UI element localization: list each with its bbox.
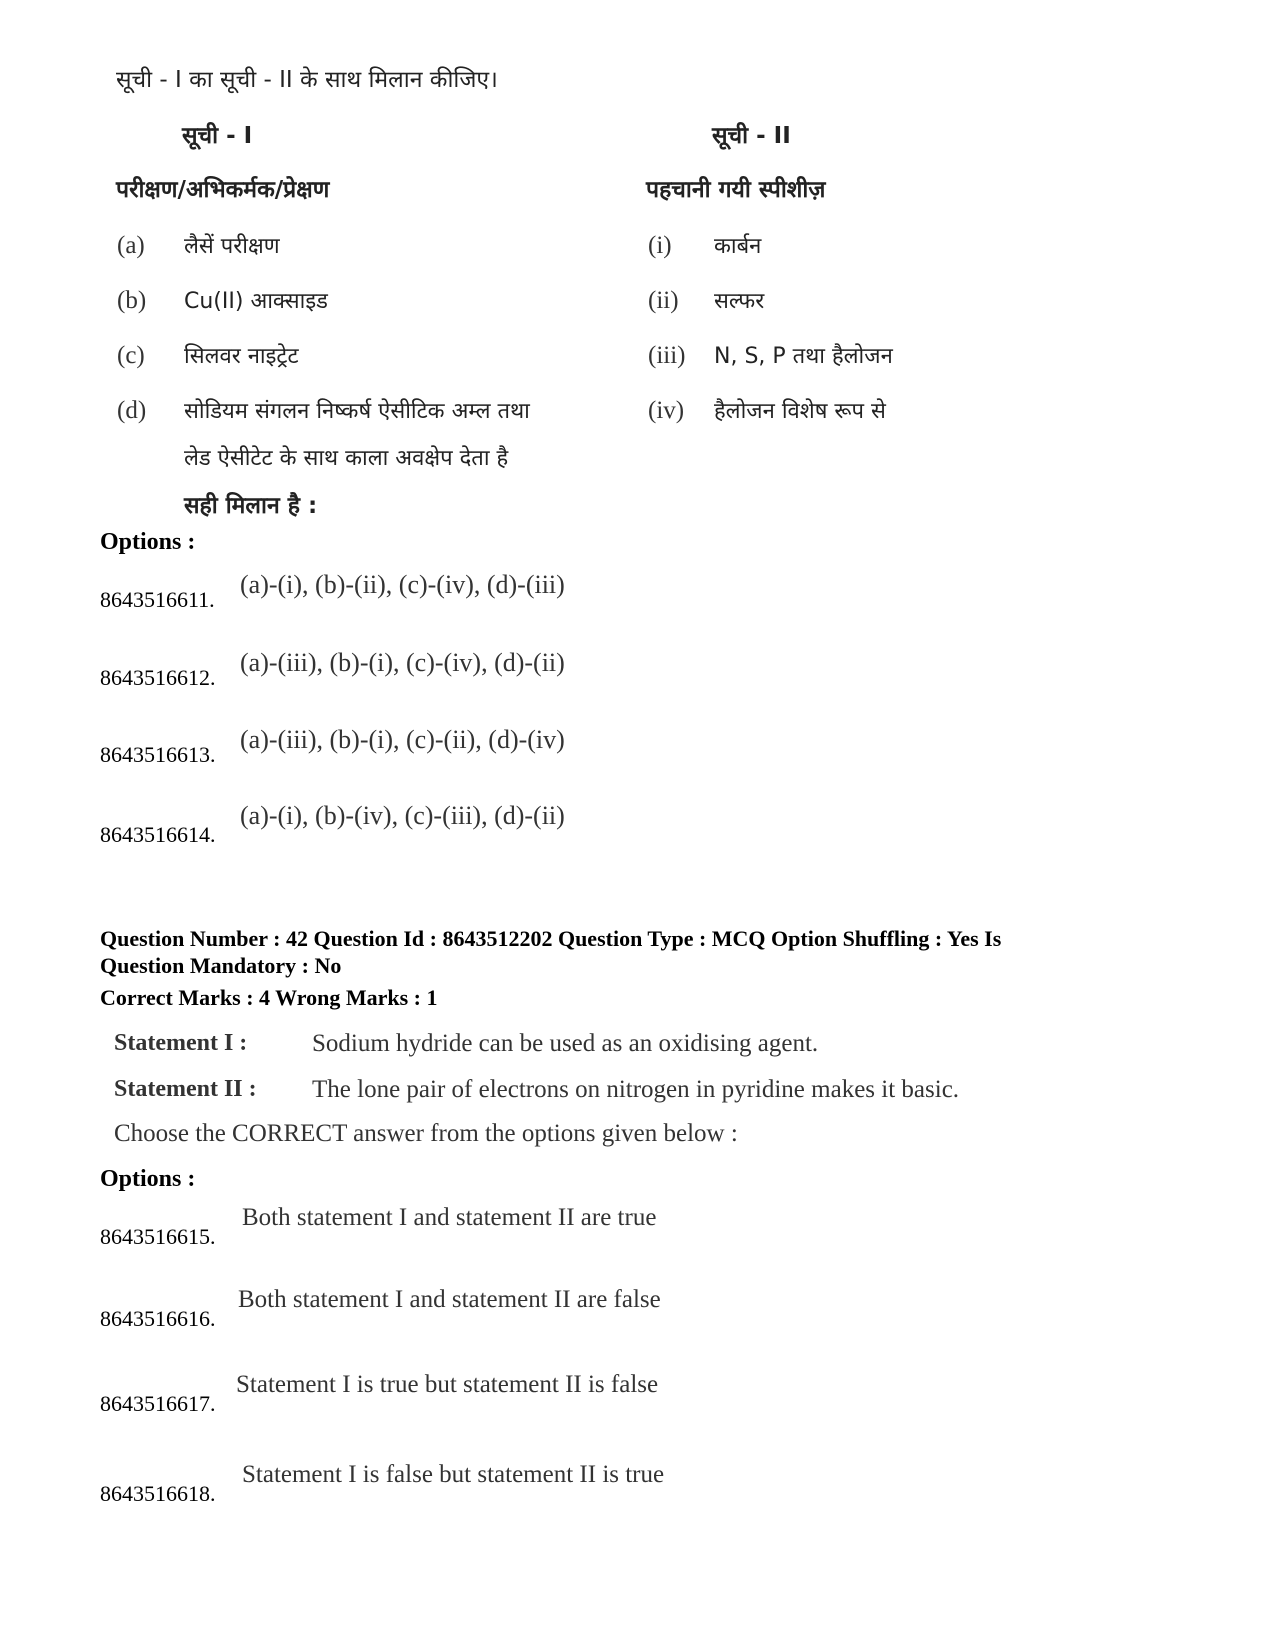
option-id: 8643516618. bbox=[100, 1481, 216, 1506]
match-instruction: सूची - I का सूची - II के साथ मिलान कीजिए। bbox=[116, 67, 498, 93]
option-id: 8643516615. bbox=[100, 1224, 216, 1249]
list2-item-text: कार्बन bbox=[714, 234, 762, 259]
question-meta-continued: Question Mandatory : No bbox=[100, 953, 342, 978]
option-id: 8643516613. bbox=[100, 742, 216, 767]
option-id: 8643516614. bbox=[100, 822, 216, 847]
list1-item-text: सोडियम संगलन निष्कर्ष ऐसीटिक अम्ल तथा bbox=[184, 399, 530, 424]
list2-item-label: (iv) bbox=[648, 397, 685, 424]
option-id: 8643516616. bbox=[100, 1306, 216, 1331]
list1-item-text: लैसें परीक्षण bbox=[184, 234, 280, 259]
option-id: 8643516611. bbox=[100, 587, 215, 612]
question-meta: Question Number : 42 Question Id : 8643512202 Question Type : MCQ Option Shuffling : Yes Is bbox=[100, 926, 1002, 951]
option-text[interactable]: (a)-(iii), (b)-(i), (c)-(ii), (d)-(iv) bbox=[240, 725, 565, 754]
list2-item-label: (i) bbox=[648, 232, 672, 259]
statement1-label: Statement I : bbox=[114, 1030, 248, 1056]
option-text[interactable]: (a)-(i), (b)-(iv), (c)-(iii), (d)-(ii) bbox=[240, 801, 565, 830]
options-label: Options : bbox=[100, 529, 196, 555]
statement1-text: Sodium hydride can be used as an oxidising agent. bbox=[312, 1030, 819, 1057]
list2-header: पहचानी गयी स्पीशीज़ bbox=[646, 177, 826, 203]
match-prompt: सही मिलान है : bbox=[184, 493, 318, 519]
list1-item-label: (b) bbox=[117, 287, 147, 314]
option-text[interactable]: Statement I is false but statement II is true bbox=[242, 1461, 665, 1488]
option-text[interactable]: (a)-(i), (b)-(ii), (c)-(iv), (d)-(iii) bbox=[240, 570, 565, 599]
list1-item-label: (d) bbox=[117, 397, 147, 424]
options-label: Options : bbox=[100, 1166, 196, 1192]
statement2-text: The lone pair of electrons on nitrogen in pyridine makes it basic. bbox=[312, 1076, 960, 1103]
list1-item-text-continued: लेड ऐसीटेट के साथ काला अवक्षेप देता है bbox=[184, 446, 509, 471]
question-marks: Correct Marks : 4 Wrong Marks : 1 bbox=[100, 985, 438, 1010]
option-id: 8643516612. bbox=[100, 665, 216, 690]
list2-item-text: हैलोजन विशेष रूप से bbox=[714, 399, 886, 424]
list1-item-text: सिलवर नाइट्रेट bbox=[184, 344, 299, 369]
list1-item-label: (a) bbox=[117, 232, 145, 259]
list1-header: परीक्षण/अभिकर्मक/प्रेक्षण bbox=[116, 177, 330, 203]
list2-item-text: सल्फर bbox=[714, 289, 765, 314]
list1-title: सूची - I bbox=[182, 123, 253, 149]
answer-instruction: Choose the CORRECT answer from the options given below : bbox=[114, 1120, 738, 1147]
option-text[interactable]: Both statement I and statement II are false bbox=[238, 1286, 661, 1313]
list1-item-label: (c) bbox=[117, 342, 145, 369]
option-text[interactable]: (a)-(iii), (b)-(i), (c)-(iv), (d)-(ii) bbox=[240, 648, 565, 677]
list2-item-text: N, S, P तथा हैलोजन bbox=[714, 344, 893, 369]
statement2-label: Statement II : bbox=[114, 1076, 257, 1102]
list2-item-label: (iii) bbox=[648, 342, 686, 369]
option-id: 8643516617. bbox=[100, 1391, 216, 1416]
option-text[interactable]: Statement I is true but statement II is false bbox=[236, 1371, 659, 1398]
list2-title: सूची - II bbox=[712, 123, 791, 149]
option-text[interactable]: Both statement I and statement II are true bbox=[242, 1204, 657, 1231]
list1-item-text: Cu(II) आक्साइड bbox=[184, 289, 328, 314]
list2-item-label: (ii) bbox=[648, 287, 679, 314]
